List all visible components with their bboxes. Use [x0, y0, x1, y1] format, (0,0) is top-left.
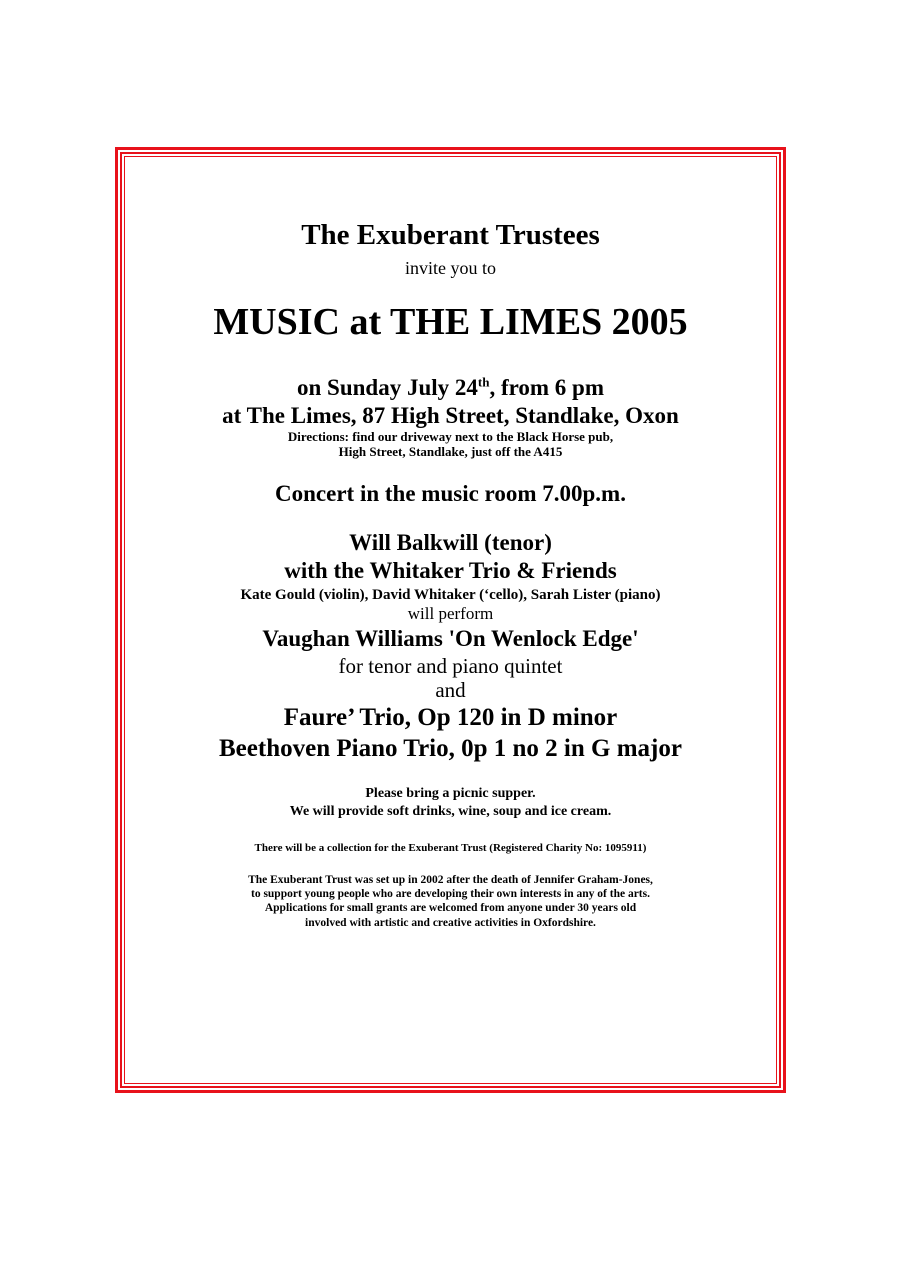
picnic-note-2: We will provide soft drinks, wine, soup and ice cream.	[289, 803, 612, 819]
trust-note-4: involved with artistic and creative activities in Oxfordshire.	[305, 916, 596, 929]
event-date	[130, 375, 771, 401]
organizer-heading: The Exuberant Trustees	[301, 219, 600, 251]
musicians-list: Kate Gould (violin), David Whitaker (‘cello), Sarah Lister (piano)	[240, 586, 661, 603]
concert-time: Concert in the music room 7.00p.m.	[275, 481, 626, 507]
invitation-content	[130, 156, 771, 930]
date-ordinal: th	[477, 374, 490, 390]
work-1-title: Vaughan Williams 'On Wenlock Edge'	[262, 625, 639, 651]
invite-text: invite you to	[405, 258, 496, 279]
work-2-title: Faure’ Trio, Op 120 in D minor	[283, 704, 618, 732]
trust-note-2: to support young people who are developing their own interests in any of the arts.	[250, 888, 650, 900]
picnic-note-1: Please bring a picnic supper.	[365, 785, 536, 801]
trust-note-1: The Exuberant Trust was set up in 2002 after the death of Jennifer Graham-Jones,	[248, 873, 653, 886]
work-1-scoring: for tenor and piano quintet	[338, 654, 563, 679]
trust-note-3: Applications for small grants are welcomed from anyone under 30 years old	[264, 902, 637, 915]
directions-line-1: Directions: find our driveway next to the Black Horse pub,	[287, 428, 614, 444]
directions-line-2: High Street, Standlake, just off the A415	[338, 443, 563, 459]
date-prefix: on Sunday July 24	[296, 374, 478, 400]
event-title: MUSIC at THE LIMES 2005	[213, 301, 688, 344]
date-suffix: , from 6 pm	[489, 374, 604, 400]
will-perform-text: will perform	[407, 604, 494, 624]
work-3-title: Beethoven Piano Trio, 0p 1 no 2 in G major	[219, 735, 682, 763]
ensemble-name: with the Whitaker Trio & Friends	[284, 558, 617, 584]
performer-name: Will Balkwill (tenor)	[349, 529, 552, 555]
collection-note: There will be a collection for the Exuberant Trust (Registered Charity No: 1095911)	[254, 841, 647, 854]
event-venue: at The Limes, 87 High Street, Standlake, Oxon	[222, 403, 679, 429]
and-text: and	[435, 678, 466, 703]
